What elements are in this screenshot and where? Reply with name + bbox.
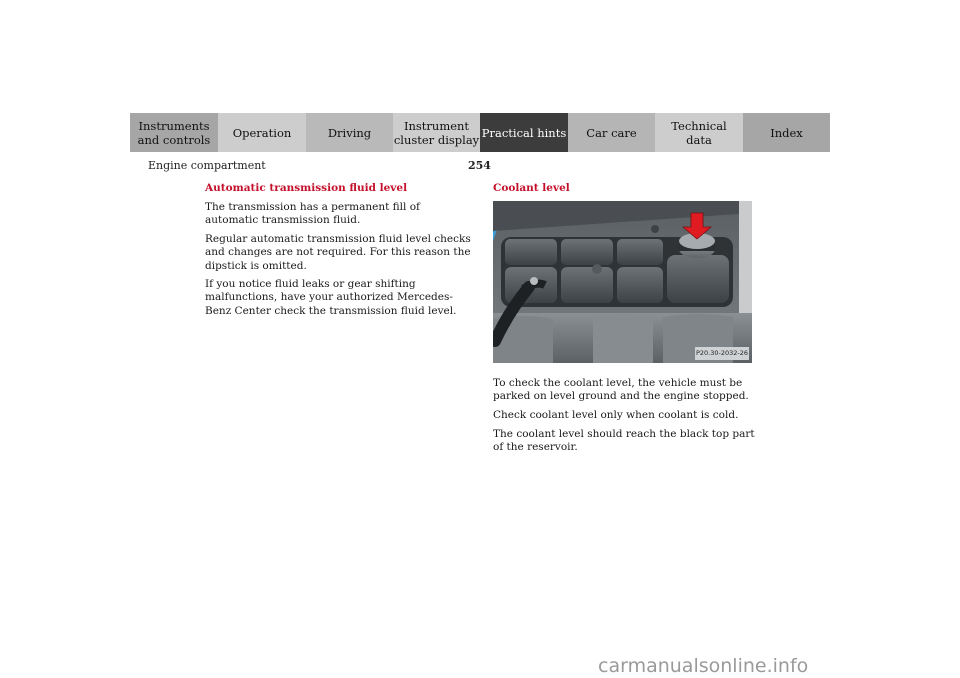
tab-driving[interactable] [306,113,393,152]
paragraph: Check coolant level only when coolant is cold. [493,409,739,422]
tab-label: Practical hints [481,125,567,140]
section-tabs [130,113,830,152]
tab-instrument-cluster-display[interactable] [393,113,480,152]
tab-car-care[interactable] [568,113,655,152]
coolant-reservoir-drawing [493,201,752,363]
tab-label: Technical data [671,118,727,147]
running-title: Engine compartment [148,159,266,172]
tab-label: Car care [586,125,637,140]
left-column [205,182,475,323]
tab-index[interactable] [743,113,830,152]
tab-label: Operation [232,125,292,140]
tab-label: Instrument cluster display [393,118,480,147]
paragraph: The coolant level should reach the black top part of the reservoir. [493,427,755,454]
tab-label: Index [770,125,803,140]
tab-practical-hints[interactable] [480,113,568,152]
section-heading-coolant: Coolant level [493,182,570,194]
paragraph: If you notice fluid leaks or gear shifting malfunctions, have your authorized Mercedes-Benz Center check the transmission fluid level. [205,278,457,317]
coolant-reservoir-illustration [493,201,752,363]
watermark: carmanualsonline.info [598,655,809,677]
paragraph: To check the coolant level, the vehicle must be parked on level ground and the engine stopped. [493,377,749,403]
paragraph: Regular automatic transmission fluid level checks and changes are not required. For this reason the dipstick is omitted. [205,233,471,272]
right-column [493,182,758,460]
tab-label: Instruments and controls [137,118,211,147]
tab-operation[interactable] [218,113,306,152]
tab-label: Driving [327,125,372,140]
figure-reference-label: P20.30-2032-26 [695,347,749,360]
page-number: 254 [468,159,491,172]
tab-technical-data[interactable] [655,113,743,152]
tab-instruments-and-controls[interactable] [130,113,218,152]
paragraph: The transmission has a permanent fill of automatic transmission fluid. [205,201,420,227]
section-heading-transmission: Automatic transmission fluid level [205,182,408,194]
